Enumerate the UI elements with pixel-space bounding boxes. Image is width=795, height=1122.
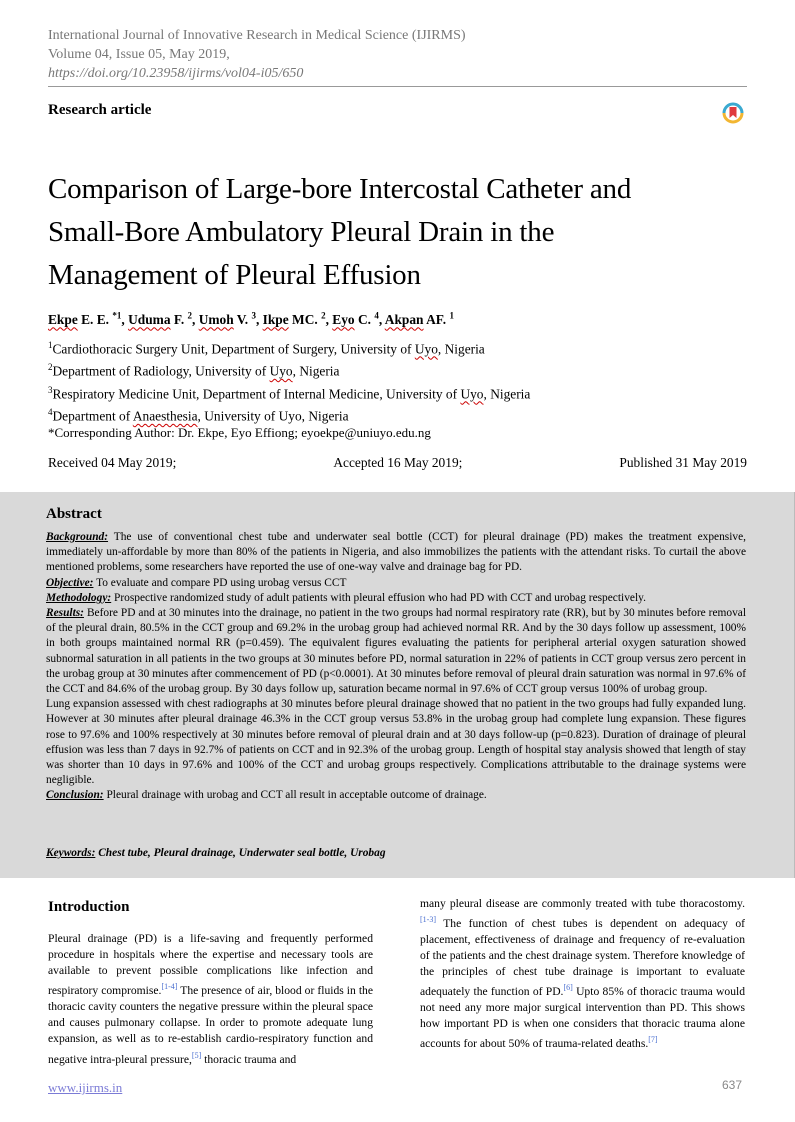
doi-link[interactable]: https://doi.org/10.23958/ijirms/vol04-i05/650 bbox=[48, 66, 304, 81]
abstract-conclusion: Conclusion: Pleural drainage with urobag and CCT all result in acceptable outcome of drainage. bbox=[46, 789, 487, 802]
keywords: Keywords: Chest tube, Pleural drainage, Underwater seal bottle, Urobag bbox=[46, 847, 386, 859]
title-line: Management of Pleural Effusion bbox=[48, 259, 421, 291]
abstract-objective: Objective: To evaluate and compare PD using urobag versus CCT bbox=[46, 576, 347, 589]
citation-link[interactable]: [1-3] bbox=[420, 915, 436, 925]
article-dates bbox=[48, 455, 747, 471]
abstract-body bbox=[46, 530, 746, 804]
abstract-results-continued: Lung expansion assessed with chest radiographs at 30 minutes before pleural drainage showed that no patient in the two groups had fully expanded lung. However at 30 minutes after pleural drainage 46.3% in the CCT group versus 53.8% in the urobag group had complete lung expansion. These figures rose to 97.6% and 100% respectively at 30 minutes before removal of pleural drain and at 30 days follow-up (p=0.823). Duration of drainage of pleural effusion was less than 7 days in 92.7% of patients on CCT and in 92.3% of the urobag group. Length of hospital stay analysis showed that length of stay was shorter than 10 days in 97.6% and 100% of the CCT and urobag groups respectively. Complications attributable to the drainage systems were negligible. bbox=[46, 698, 746, 787]
author: Akpan AF. $^1$ bbox=[384, 311, 454, 328]
accepted-date: Accepted 16 May 2019; bbox=[333, 455, 463, 470]
introduction-column-right: many pleural disease are commonly treated with tube thoracostomy.[1-3] The function of chest tubes is dependent on adequacy of placement, effectiveness of drainage and frequency of re-evaluation of the patients and the chest drainage system. Therefore knowledge of the principles of chest tube drainage is important to evaluate adequately the function of PD.[6] Upto 85% of thoracic trauma would not need any more major surgical intervention than PD. This shows how important PD is when one considers that thoracic trauma alone accounts for about 50% of trauma-related deaths.[7] bbox=[420, 897, 746, 1051]
journal-volume: Volume 04, Issue 05, May 2019, bbox=[48, 47, 230, 62]
abstract-methodology: Methodology: Prospective randomized study of adult patients with pleural effusion who had PD with CCT and urobag respectively. bbox=[46, 591, 646, 604]
citation-link[interactable]: [7] bbox=[648, 1035, 658, 1045]
affiliation: $^2$Department of Radiology, University of Uyo, Nigeria bbox=[48, 362, 340, 379]
author: Ekpe E. E. $^{*1}$, bbox=[48, 311, 129, 328]
journal-header bbox=[48, 26, 466, 83]
abstract-heading: Abstract bbox=[46, 506, 102, 522]
author: Uduma F. $^2$, bbox=[128, 311, 199, 328]
affiliation: $^3$Respiratory Medicine Unit, Department of Internal Medicine, University of Uyo, Nigeria bbox=[48, 384, 531, 402]
received-date: Received 04 May 2019; bbox=[48, 455, 177, 470]
citation-link[interactable]: [5] bbox=[191, 1050, 202, 1060]
abstract-background: Background: The use of conventional chest tube and underwater seal bottle (CCT) for pleural drainage (PD) makes the treatment expensive, immediately un-affordable by more than 80% of the patients in Nigeria, and also immobilizes the patients with the attendant risks. To curtail the above mentioned problems, some researchers have reported the use of one-way valve and drainage bag for PD. bbox=[46, 531, 746, 574]
journal-name: International Journal of Innovative Research in Medical Science (IJIRMS) bbox=[48, 28, 466, 43]
author-list bbox=[48, 311, 454, 328]
affiliations bbox=[48, 336, 530, 426]
introduction-heading: Introduction bbox=[48, 899, 130, 915]
article-type: Research article bbox=[48, 102, 152, 118]
author: Ikpe MC. $^2$, bbox=[262, 311, 333, 328]
published-date: Published 31 May 2019 bbox=[619, 455, 747, 470]
author: Eyo C. $^4$, bbox=[332, 311, 385, 328]
affiliation: $^1$Cardiothoracic Surgery Unit, Department of Surgery, University of Uyo, Nigeria bbox=[48, 340, 485, 357]
header-divider bbox=[48, 86, 747, 87]
citation-link[interactable]: [6] bbox=[563, 983, 573, 993]
crossmark-bookmark-icon[interactable] bbox=[722, 102, 744, 124]
title-line: Small-Bore Ambulatory Pleural Drain in the bbox=[48, 216, 555, 248]
footer-website-link[interactable]: www.ijirms.in bbox=[48, 1080, 123, 1095]
citation-link[interactable]: [1-4] bbox=[161, 982, 178, 992]
author: Umoh V. $^3$, bbox=[198, 311, 263, 328]
abstract-results: Results: Before PD and at 30 minutes into the drainage, no patient in the two groups had normal respiratory rate (RR), but by 30 minutes before removal of the pleural drain, 80.5% in the CCT group and 69.2% in the urobag group had achieved normal RR. And by the 30 days follow up assessment, 100% in both groups maintained normal RR (p=0.459). The equivalent figures evaluating the patients for peripheral arterial oxygen saturation showed subnormal saturation in all patients in the two groups at 30 minutes before PD, normal saturation in 22% of patients in CCT group versus zero percent in the urobag group at 30 minutes after commencement of PD (p<0.0001). At 30 minutes before removal of pleural drain saturation was normal in 97.6% of the CCT and 84.6% of the urobag group. By 30 days follow up, saturation became normal in 97.6% of CCT group versus 100% of urobag group. bbox=[46, 607, 746, 696]
title-line: Comparison of Large-bore Intercostal Catheter and bbox=[48, 173, 632, 205]
corresponding-author: *Corresponding Author: Dr. Ekpe, Eyo Effiong; eyoekpe@uniuyo.edu.ng bbox=[48, 425, 431, 440]
affiliation: $^4$Department of Anaesthesia, University of Uyo, Nigeria bbox=[48, 407, 349, 424]
page-number: 637 bbox=[722, 1078, 743, 1092]
introduction-column-left: Pleural drainage (PD) is a life-saving and frequently performed procedure in hospitals where the expertise and necessary tools are available to prevent possible complications like infection and respiratory compromise.[1-4] The presence of air, blood or fluids in the thoracic cavity counters the negative pressure within the pleural space and causes pulmonary collapse. In order to promote adequate lung expansion, as well as to re-establish cardio-respiratory function and negative intra-pleural pressure,[5] thoracic trauma and bbox=[48, 932, 373, 1066]
article-title bbox=[48, 168, 748, 297]
